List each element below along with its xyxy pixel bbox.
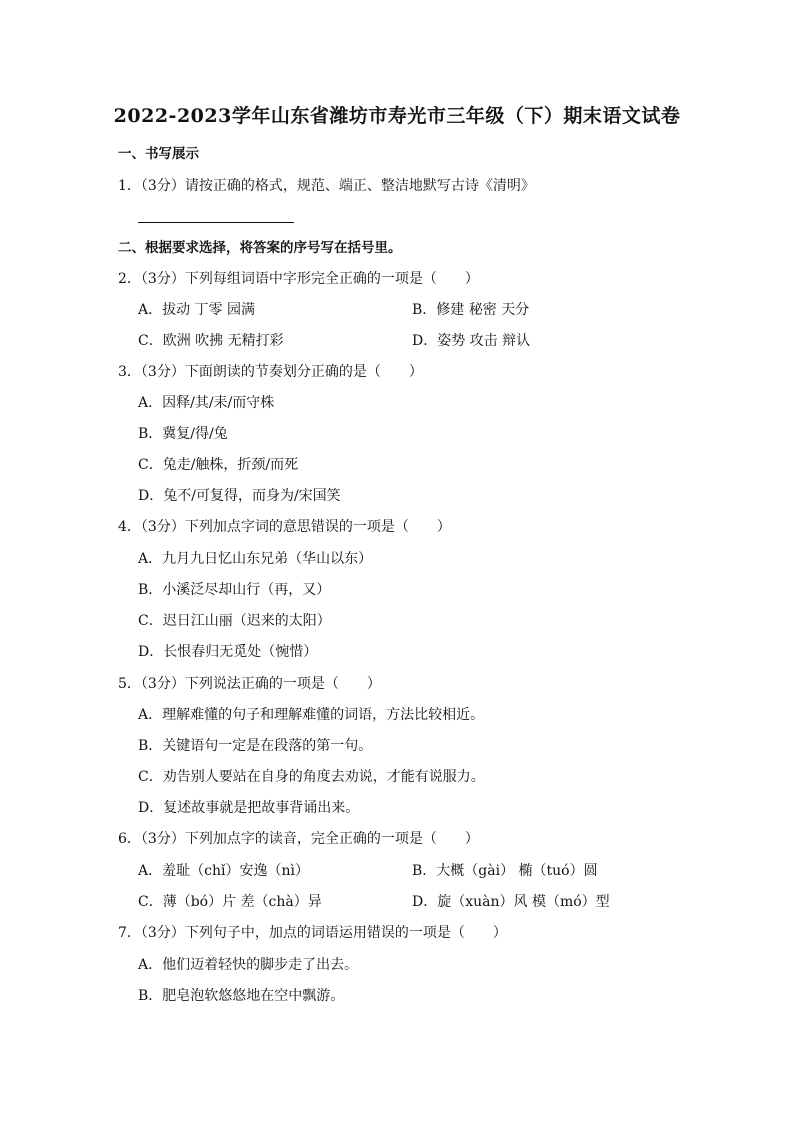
q3-option-d: D．兔不/可复得，而身为/宋国笑 [138, 488, 341, 504]
q3-option-b: B．冀复/得/兔 [138, 426, 228, 442]
q5-option-c: C．劝告别人要站在自身的角度去劝说，才能有说服力。 [138, 769, 485, 785]
section-1-heading: 一、书写展示 [118, 146, 199, 162]
q6-option-a: A．羞耻（chǐ）安逸（nì） [138, 863, 309, 879]
q2-option-b: B．修建 秘密 天分 [412, 302, 530, 318]
question-3: 3．（3分）下面朗读的节奏划分正确的是（ ） [118, 364, 423, 380]
answer-blank-line[interactable] [138, 222, 294, 223]
question-4: 4．（3分）下列加点字词的意思错误的一项是（ ） [118, 519, 451, 535]
q7-option-a: A．他们迈着轻快的脚步走了出去。 [138, 957, 359, 973]
question-5: 5．（3分）下列说法正确的一项是（ ） [118, 676, 381, 692]
q2-option-d: D．姿势 攻击 辩认 [412, 333, 531, 349]
q5-option-b: B．关键语句一定是在段落的第一句。 [138, 738, 373, 754]
q2-option-a: A．拔动 丁零 园满 [138, 302, 256, 318]
section-2-heading: 二、根据要求选择，将答案的序号写在括号里。 [118, 240, 402, 256]
exam-title: 2022-2023学年山东省潍坊市寿光市三年级（下）期末语文试卷 [113, 105, 681, 127]
q4-option-b: B．小溪泛尽却山行（再，又） [138, 582, 331, 598]
question-2: 2．（3分）下列每组词语中字形完全正确的一项是（ ） [118, 271, 479, 287]
question-6: 6．（3分）下列加点字的读音，完全正确的一项是（ ） [118, 831, 479, 847]
q3-option-a: A．因释/其/耒/而守株 [138, 395, 275, 411]
q3-option-c: C．兔走/触株，折颈/而死 [138, 457, 299, 473]
q4-option-a: A．九月九日忆山东兄弟（华山以东） [138, 551, 373, 567]
q5-option-a: A．理解难懂的句子和理解难懂的词语，方法比较相近。 [138, 707, 485, 723]
question-1: 1．（3分）请按正确的格式，规范、端正、整洁地默写古诗《清明》 [118, 178, 535, 194]
q4-option-c: C．迟日江山丽（迟来的太阳） [138, 613, 331, 629]
q6-option-d: D．旋（xuàn）风 模（mó）型 [412, 894, 610, 910]
q6-option-b: B．大概（gài） 椭（tuó）圆 [412, 863, 598, 879]
q6-option-c: C．薄（bó）片 差（chà）异 [138, 894, 322, 910]
q5-option-d: D．复述故事就是把故事背诵出来。 [138, 800, 360, 816]
q4-option-d: D．长恨春归无觅处（惋惜） [138, 644, 318, 660]
q7-option-b: B．肥皂泡软悠悠地在空中飘游。 [138, 988, 345, 1004]
question-7: 7．（3分）下列句子中，加点的词语运用错误的一项是（ ） [118, 925, 507, 941]
q2-option-c: C．欧洲 吹拂 无精打彩 [138, 333, 284, 349]
